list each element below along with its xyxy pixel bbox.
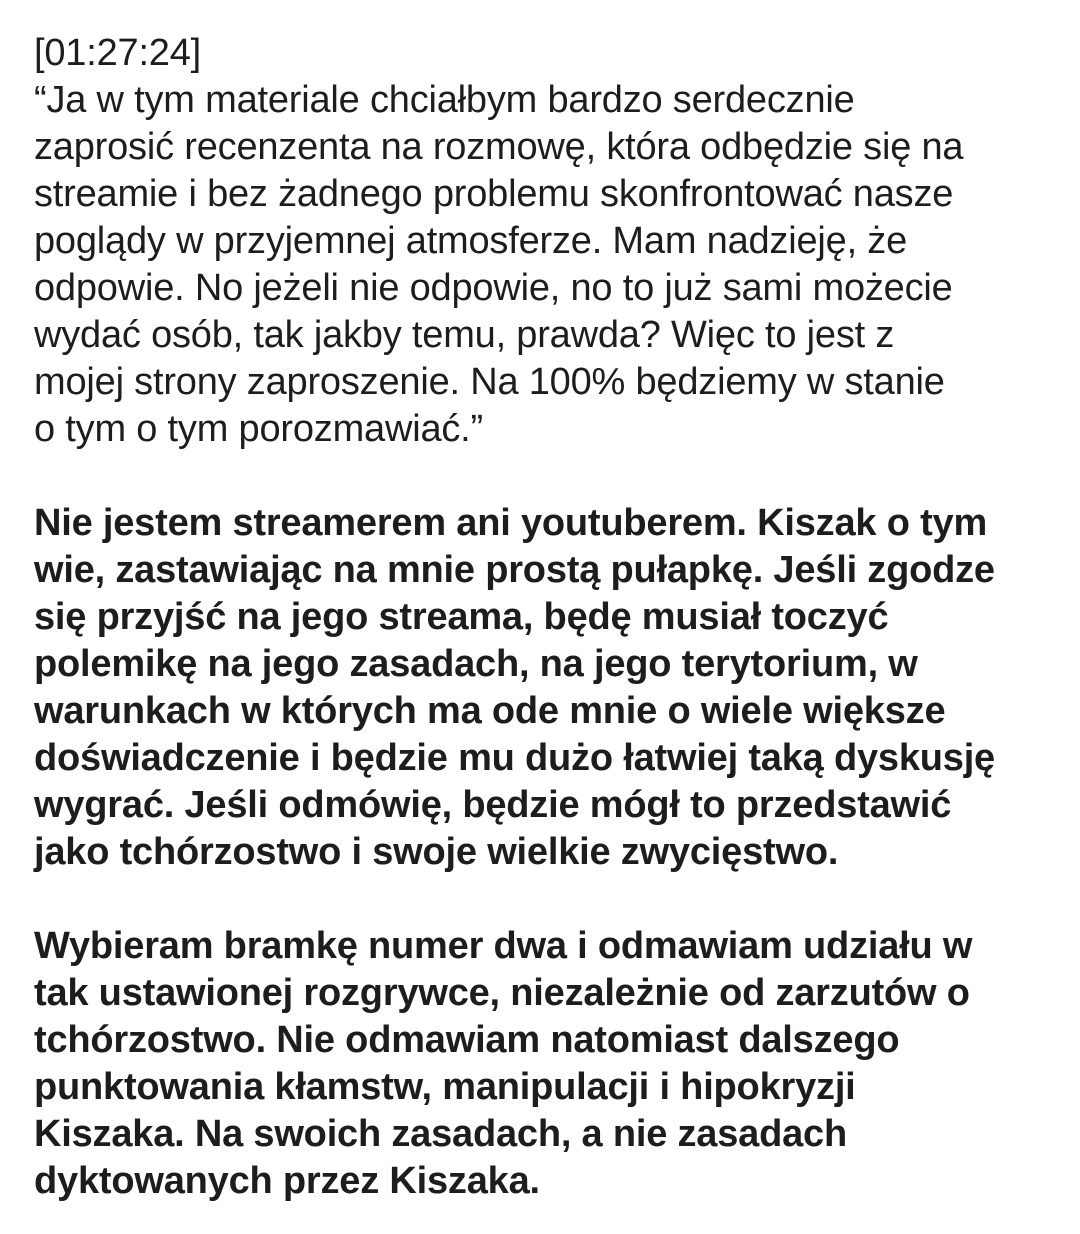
text-line: Wybieram bramkę numer dwa i odmawiam udziału w [34, 925, 973, 967]
text-line: mojej strony zaproszenie. Na 100% będziemy w stanie [34, 361, 945, 403]
text-line: warunkach w których ma ode mnie o wiele większe [34, 690, 946, 732]
text-line: punktowania kłamstw, manipulacji i hipokryzji [34, 1066, 856, 1108]
timestamp: [01:27:24] [34, 32, 202, 74]
text-line: streamie i bez żadnego problemu skonfrontować nasze [34, 173, 954, 215]
text-line: odpowie. No jeżeli nie odpowie, no to już sami możecie [34, 267, 953, 309]
text-line: “Ja w tym materiale chciałbym bardzo serdecznie [34, 79, 855, 121]
text-line: Nie jestem streamerem ani youtuberem. Kiszak o tym [34, 502, 988, 544]
text-line: się przyjść na jego streama, będę musiał toczyć [34, 596, 889, 638]
text-line: tchórzostwo. Nie odmawiam natomiast dalszego [34, 1019, 900, 1061]
text-line: poglądy w przyjemnej atmosferze. Mam nadzieję, że [34, 220, 908, 262]
text-line: Kiszaka. Na swoich zasadach, a nie zasadach [34, 1113, 848, 1155]
text-line: wie, zastawiając na mnie prostą pułapkę. Jeśli zgodze [34, 549, 995, 591]
commentary-paragraph-2 [34, 923, 1064, 1205]
text-line: jako tchórzostwo i swoje wielkie zwycięstwo. [34, 831, 839, 873]
text-line: polemikę na jego zasadach, na jego terytorium, w [34, 643, 918, 685]
quote-block [34, 30, 1064, 453]
commentary-paragraph-1 [34, 500, 1064, 876]
text-line: o tym o tym porozmawiać.” [34, 408, 483, 450]
text-line: dyktowanych przez Kiszaka. [34, 1160, 540, 1202]
quote-paragraph [34, 77, 1064, 453]
text-line: tak ustawionej rozgrywce, niezależnie od zarzutów o [34, 972, 970, 1014]
text-line: wydać osób, tak jakby temu, prawda? Więc to jest z [34, 314, 895, 356]
text-line: wygrać. Jeśli odmówię, będzie mógł to przedstawić [34, 784, 952, 826]
text-line: zaprosić recenzenta na rozmowę, która odbędzie się na [34, 126, 964, 168]
text-line: doświadczenie i będzie mu dużo łatwiej taką dyskusję [34, 737, 995, 779]
